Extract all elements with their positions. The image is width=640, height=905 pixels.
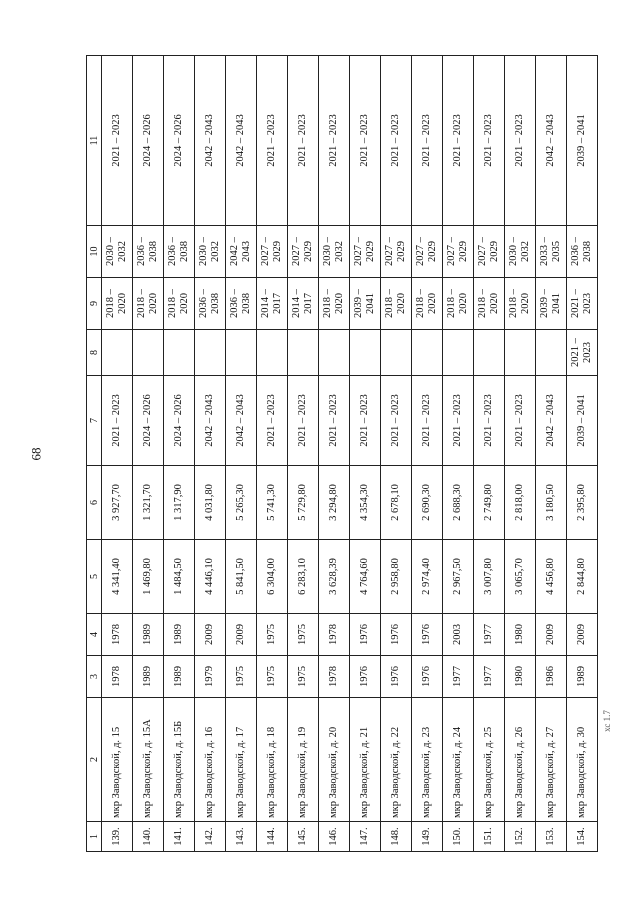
table-row (567, 56, 598, 852)
column-header-6: 6 (87, 466, 102, 540)
period-10-cell: 2042 – 2043 (226, 226, 257, 278)
period-7-cell: 2021 – 2023 (505, 376, 536, 466)
row-number-cell: 142. (195, 822, 226, 852)
period-11-cell: 2021 – 2023 (443, 56, 474, 226)
period-10-cell: 2036 – 2038 (567, 226, 598, 278)
period-9-cell: 2039 – 2041 (350, 278, 381, 330)
column-header-8: 8 (87, 330, 102, 376)
row-number-cell: 154. (567, 822, 598, 852)
address-cell: мкр Заводской, д. 15Б (164, 698, 195, 822)
table-row (443, 56, 474, 852)
period-7-cell: 2042 – 2043 (536, 376, 567, 466)
table-row (195, 56, 226, 852)
period-7-cell: 2042 – 2043 (195, 376, 226, 466)
year-built-cell: 1980 (505, 656, 536, 698)
period-8-cell (536, 330, 567, 376)
total-area-cell: 5 841,50 (226, 540, 257, 614)
living-area-cell: 2 395,80 (567, 466, 598, 540)
total-area-cell: 2 967,50 (443, 540, 474, 614)
table-row (505, 56, 536, 852)
period-11-cell: 2042 – 2043 (536, 56, 567, 226)
period-11-cell: 2024 – 2026 (164, 56, 195, 226)
living-area-cell: 2 678,10 (381, 466, 412, 540)
address-cell: мкр Заводской, д. 23 (412, 698, 443, 822)
period-11-cell: 2021 – 2023 (102, 56, 133, 226)
period-7-cell: 2021 – 2023 (350, 376, 381, 466)
year-reconstruction-cell: 1989 (164, 614, 195, 656)
period-9-cell: 2018 – 2020 (474, 278, 505, 330)
year-reconstruction-cell: 1980 (505, 614, 536, 656)
period-8-cell (412, 330, 443, 376)
address-cell: мкр Заводской, д. 16 (195, 698, 226, 822)
period-9-cell: 2018 – 2020 (443, 278, 474, 330)
year-built-cell: 1976 (350, 656, 381, 698)
table-row (133, 56, 164, 852)
year-built-cell: 1975 (226, 656, 257, 698)
column-header-5: 5 (87, 540, 102, 614)
period-9-cell: 2036 – 2038 (195, 278, 226, 330)
living-area-cell: 4 031,80 (195, 466, 226, 540)
margin-note: хс 1.7 (601, 710, 612, 732)
total-area-cell: 6 304,00 (257, 540, 288, 614)
year-reconstruction-cell: 1976 (381, 614, 412, 656)
row-number-cell: 147. (350, 822, 381, 852)
row-number-cell: 145. (288, 822, 319, 852)
period-10-cell: 2030 – 2032 (195, 226, 226, 278)
page-number: 68 (28, 447, 44, 461)
period-11-cell: 2042 – 2043 (226, 56, 257, 226)
address-cell: мкр Заводской, д. 22 (381, 698, 412, 822)
period-7-cell: 2024 – 2026 (164, 376, 195, 466)
period-9-cell: 2018 – 2020 (102, 278, 133, 330)
period-9-cell: 2014 – 2017 (288, 278, 319, 330)
year-built-cell: 1975 (257, 656, 288, 698)
total-area-cell: 4 341,40 (102, 540, 133, 614)
period-10-cell: 2033 – 2035 (536, 226, 567, 278)
table-row (288, 56, 319, 852)
total-area-cell: 3 065,70 (505, 540, 536, 614)
period-7-cell: 2024 – 2026 (133, 376, 164, 466)
table-row (412, 56, 443, 852)
total-area-cell: 4 764,60 (350, 540, 381, 614)
total-area-cell: 4 446,10 (195, 540, 226, 614)
table-row (474, 56, 505, 852)
period-8-cell (381, 330, 412, 376)
year-built-cell: 1986 (536, 656, 567, 698)
total-area-cell: 1 484,50 (164, 540, 195, 614)
row-number-cell: 150. (443, 822, 474, 852)
period-8-cell (133, 330, 164, 376)
living-area-cell: 2 818,00 (505, 466, 536, 540)
table-row (350, 56, 381, 852)
period-10-cell: 2036 – 2038 (164, 226, 195, 278)
period-8-cell (226, 330, 257, 376)
period-7-cell: 2021 – 2023 (412, 376, 443, 466)
period-8-cell (257, 330, 288, 376)
period-7-cell: 2021 – 2023 (443, 376, 474, 466)
period-7-cell: 2021 – 2023 (257, 376, 288, 466)
total-area-cell: 3 628,39 (319, 540, 350, 614)
period-11-cell: 2021 – 2023 (474, 56, 505, 226)
period-9-cell: 2036 – 2038 (226, 278, 257, 330)
period-11-cell: 2039 – 2041 (567, 56, 598, 226)
year-reconstruction-cell: 2003 (443, 614, 474, 656)
period-11-cell: 2021 – 2023 (505, 56, 536, 226)
living-area-cell: 5 741,30 (257, 466, 288, 540)
period-11-cell: 2024 – 2026 (133, 56, 164, 226)
year-reconstruction-cell: 1989 (133, 614, 164, 656)
period-8-cell (195, 330, 226, 376)
period-8-cell (350, 330, 381, 376)
period-7-cell: 2021 – 2023 (474, 376, 505, 466)
row-number-cell: 141. (164, 822, 195, 852)
row-number-cell: 140. (133, 822, 164, 852)
address-cell: мкр Заводской, д. 30 (567, 698, 598, 822)
address-cell: мкр Заводской, д. 15А (133, 698, 164, 822)
period-7-cell: 2039 – 2041 (567, 376, 598, 466)
year-reconstruction-cell: 1977 (474, 614, 505, 656)
row-number-cell: 152. (505, 822, 536, 852)
period-11-cell: 2021 – 2023 (319, 56, 350, 226)
period-9-cell: 2018 – 2020 (412, 278, 443, 330)
period-7-cell: 2021 – 2023 (288, 376, 319, 466)
address-cell: мкр Заводской, д. 24 (443, 698, 474, 822)
column-header-4: 4 (87, 614, 102, 656)
living-area-cell: 4 354,30 (350, 466, 381, 540)
year-reconstruction-cell: 2009 (226, 614, 257, 656)
living-area-cell: 3 180,50 (536, 466, 567, 540)
year-built-cell: 1976 (381, 656, 412, 698)
total-area-cell: 2 844,80 (567, 540, 598, 614)
year-built-cell: 1989 (164, 656, 195, 698)
address-cell: мкр Заводской, д. 17 (226, 698, 257, 822)
period-10-cell: 2027 – 2029 (412, 226, 443, 278)
year-reconstruction-cell: 1975 (288, 614, 319, 656)
column-header-2: 2 (87, 698, 102, 822)
year-built-cell: 1977 (443, 656, 474, 698)
table-row (536, 56, 567, 852)
address-cell: мкр Заводской, д. 19 (288, 698, 319, 822)
row-number-cell: 144. (257, 822, 288, 852)
row-number-cell: 151. (474, 822, 505, 852)
total-area-cell: 2 958,80 (381, 540, 412, 614)
year-reconstruction-cell: 1976 (412, 614, 443, 656)
header-row (87, 56, 102, 852)
total-area-cell: 1 469,80 (133, 540, 164, 614)
table-row (381, 56, 412, 852)
period-7-cell: 2021 – 2023 (102, 376, 133, 466)
total-area-cell: 2 974,40 (412, 540, 443, 614)
living-area-cell: 5 265,30 (226, 466, 257, 540)
year-built-cell: 1976 (412, 656, 443, 698)
period-8-cell (319, 330, 350, 376)
year-built-cell: 1989 (133, 656, 164, 698)
data-table (86, 55, 598, 852)
row-number-cell: 139. (102, 822, 133, 852)
period-11-cell: 2021 – 2023 (412, 56, 443, 226)
period-9-cell: 2018 – 2020 (319, 278, 350, 330)
table-row (319, 56, 350, 852)
period-8-cell (474, 330, 505, 376)
period-10-cell: 2027 – 2029 (474, 226, 505, 278)
column-header-3: 3 (87, 656, 102, 698)
table-body (87, 56, 598, 852)
period-8-cell (164, 330, 195, 376)
period-11-cell: 2021 – 2023 (257, 56, 288, 226)
year-built-cell: 1978 (102, 656, 133, 698)
column-header-11: 11 (87, 56, 102, 226)
address-cell: мкр Заводской, д. 15 (102, 698, 133, 822)
period-8-cell (505, 330, 536, 376)
year-reconstruction-cell: 2009 (567, 614, 598, 656)
period-10-cell: 2030 – 2032 (505, 226, 536, 278)
living-area-cell: 1 321,70 (133, 466, 164, 540)
period-9-cell: 2018 – 2020 (505, 278, 536, 330)
period-9-cell: 2018 – 2020 (133, 278, 164, 330)
period-11-cell: 2021 – 2023 (381, 56, 412, 226)
living-area-cell: 2 690,30 (412, 466, 443, 540)
period-11-cell: 2021 – 2023 (350, 56, 381, 226)
period-9-cell: 2021 – 2023 (567, 278, 598, 330)
row-number-cell: 149. (412, 822, 443, 852)
total-area-cell: 6 283,10 (288, 540, 319, 614)
period-10-cell: 2027 – 2029 (381, 226, 412, 278)
row-number-cell: 146. (319, 822, 350, 852)
year-reconstruction-cell: 1976 (350, 614, 381, 656)
column-header-10: 10 (87, 226, 102, 278)
row-number-cell: 153. (536, 822, 567, 852)
period-11-cell: 2021 – 2023 (288, 56, 319, 226)
table-row (102, 56, 133, 852)
total-area-cell: 4 456,80 (536, 540, 567, 614)
table-row (164, 56, 195, 852)
period-9-cell: 2018 – 2020 (164, 278, 195, 330)
living-area-cell: 3 294,80 (319, 466, 350, 540)
period-9-cell: 2014 – 2017 (257, 278, 288, 330)
column-header-7: 7 (87, 376, 102, 466)
period-10-cell: 2030 – 2032 (319, 226, 350, 278)
year-reconstruction-cell: 1975 (257, 614, 288, 656)
living-area-cell: 2 688,30 (443, 466, 474, 540)
row-number-cell: 148. (381, 822, 412, 852)
period-8-cell: 2021 – 2023 (567, 330, 598, 376)
address-cell: мкр Заводской, д. 26 (505, 698, 536, 822)
period-7-cell: 2042 – 2043 (226, 376, 257, 466)
year-built-cell: 1975 (288, 656, 319, 698)
address-cell: мкр Заводской, д. 21 (350, 698, 381, 822)
total-area-cell: 3 007,80 (474, 540, 505, 614)
column-header-9: 9 (87, 278, 102, 330)
year-reconstruction-cell: 1978 (319, 614, 350, 656)
table-row (226, 56, 257, 852)
period-8-cell (102, 330, 133, 376)
table-row (257, 56, 288, 852)
period-10-cell: 2027 – 2029 (257, 226, 288, 278)
period-10-cell: 2027 – 2029 (350, 226, 381, 278)
year-built-cell: 1989 (567, 656, 598, 698)
table-rotation-wrapper (86, 56, 593, 852)
period-8-cell (288, 330, 319, 376)
address-cell: мкр Заводской, д. 25 (474, 698, 505, 822)
year-built-cell: 1979 (195, 656, 226, 698)
address-cell: мкр Заводской, д. 27 (536, 698, 567, 822)
row-number-cell: 143. (226, 822, 257, 852)
living-area-cell: 5 729,80 (288, 466, 319, 540)
period-9-cell: 2018 – 2020 (381, 278, 412, 330)
period-10-cell: 2030 – 2032 (102, 226, 133, 278)
living-area-cell: 2 749,80 (474, 466, 505, 540)
period-11-cell: 2042 – 2043 (195, 56, 226, 226)
column-header-1: 1 (87, 822, 102, 852)
period-10-cell: 2036 – 2038 (133, 226, 164, 278)
living-area-cell: 1 317,90 (164, 466, 195, 540)
period-7-cell: 2021 – 2023 (319, 376, 350, 466)
period-9-cell: 2039 – 2041 (536, 278, 567, 330)
table-holder (86, 56, 593, 852)
period-8-cell (443, 330, 474, 376)
address-cell: мкр Заводской, д. 18 (257, 698, 288, 822)
period-10-cell: 2027 – 2029 (443, 226, 474, 278)
year-reconstruction-cell: 1978 (102, 614, 133, 656)
year-built-cell: 1977 (474, 656, 505, 698)
year-reconstruction-cell: 2009 (195, 614, 226, 656)
living-area-cell: 3 927,70 (102, 466, 133, 540)
period-7-cell: 2021 – 2023 (381, 376, 412, 466)
period-10-cell: 2027 – 2029 (288, 226, 319, 278)
year-reconstruction-cell: 2009 (536, 614, 567, 656)
address-cell: мкр Заводской, д. 20 (319, 698, 350, 822)
year-built-cell: 1978 (319, 656, 350, 698)
